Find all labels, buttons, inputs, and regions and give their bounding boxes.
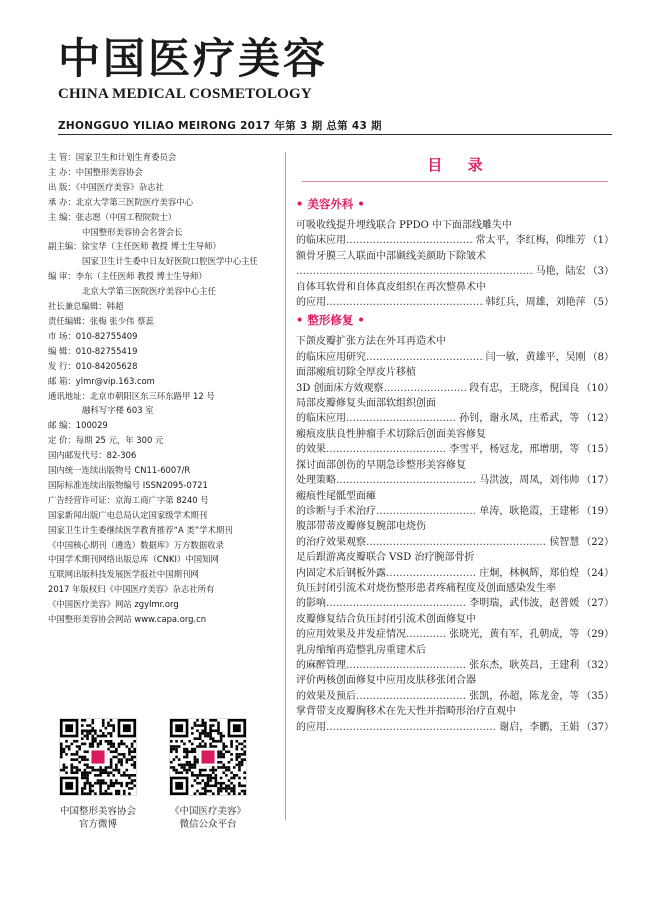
info-line: 国内统一连续出版物号 CN11-6007/R bbox=[48, 465, 191, 476]
toc-entry[interactable] bbox=[296, 704, 614, 735]
toc-title-rule bbox=[302, 181, 608, 182]
toc-entry-title: 探讨面部创伤的早期急诊整形美容修复 bbox=[296, 459, 466, 471]
toc-entry[interactable] bbox=[296, 334, 614, 365]
toc-entry-authors: 侯智慧 bbox=[549, 536, 580, 548]
info-line: 国家卫生计生委中日友好医院口腔医学中心主任 bbox=[82, 256, 258, 267]
wechat-qr-block bbox=[168, 718, 248, 831]
toc-entry[interactable] bbox=[296, 581, 614, 612]
toc-entry[interactable] bbox=[296, 249, 614, 280]
toc-entry-title: 瘢痕皮肤良性肿瘤手术切除后创面美容修复 bbox=[296, 428, 486, 440]
info-line: 定 价：每期 25 元，年 300 元 bbox=[48, 435, 164, 446]
toc-entry-authors: 马艳，陆宏 bbox=[535, 266, 586, 278]
toc-entry-authors: 张凯，孙超，陈龙金，等 bbox=[469, 690, 580, 702]
weibo-qr-caption-line1: 中国整形美容协会 bbox=[59, 806, 136, 817]
toc-entry-page: （10） bbox=[581, 382, 614, 394]
toc-entry[interactable] bbox=[296, 489, 614, 520]
toc-entry[interactable] bbox=[296, 550, 614, 581]
toc-section-heading: • 美容外科 • bbox=[296, 197, 365, 211]
toc-entry-title: 面部瘢痕切除全厚皮片移植 bbox=[296, 367, 416, 379]
toc-entry-title-cont: 的应用 bbox=[296, 297, 326, 309]
info-line: 主 编：张志愿（中国工程院院士） bbox=[48, 211, 177, 222]
toc-leader-dots bbox=[336, 473, 477, 488]
info-line: 编 审：李东（主任医师 教授 博士生导师） bbox=[48, 271, 207, 282]
toc-leader-dots bbox=[406, 627, 447, 642]
header-rule bbox=[58, 134, 612, 135]
toc-title: 目 录 bbox=[427, 156, 493, 174]
toc-leader-dots bbox=[326, 720, 497, 735]
toc-entry-title: 可吸收线提升埋线联合 PPDO 中下面部线雕失中 bbox=[296, 220, 513, 231]
info-line: 《中国核心期刊（遴选）数据库》万方数据收录 bbox=[48, 539, 224, 550]
toc-entry-page: （8） bbox=[587, 351, 614, 363]
toc-entry-title-cont: 的影响 bbox=[296, 598, 326, 610]
info-line: 发 行：010-84205628 bbox=[48, 360, 138, 371]
toc-entry-page: （27） bbox=[581, 598, 614, 610]
toc-entry[interactable] bbox=[296, 427, 614, 458]
info-line: 国家新闻出版广电总局认定国家级学术期刊 bbox=[48, 509, 208, 520]
toc-entry-authors: 常太平，李红梅，仰维芳 bbox=[475, 235, 586, 247]
info-line: 通讯地址：北京市朝阳区东三环东路甲 12 号 bbox=[48, 390, 215, 401]
info-line: 广告经营许可证：京海工商广字第 8240 号 bbox=[48, 494, 209, 505]
toc-entry-page: （19） bbox=[581, 505, 614, 517]
toc-entry-title-cont: 的临床应用 bbox=[296, 235, 346, 247]
toc-leader-dots bbox=[326, 295, 484, 310]
info-line: 国内邮发代号：82-306 bbox=[48, 450, 137, 461]
info-line: 副主编：徐宝华（主任医师 教授 博士生导师） bbox=[48, 241, 221, 252]
info-line: 出 版：《中国医疗美容》杂志社 bbox=[48, 181, 164, 192]
toc-leader-dots bbox=[346, 411, 457, 426]
info-line: 社长兼总编辑：韩超 bbox=[48, 301, 124, 312]
toc-entry-title-cont: 的临床应用 bbox=[296, 413, 346, 425]
toc-entry-page: （15） bbox=[581, 444, 614, 456]
journal-title-en: CHINA MEDICAL COSMETOLOGY bbox=[58, 86, 312, 102]
toc-entry-authors: 马洪波，周凤，刘伟帅 bbox=[479, 475, 580, 487]
issue-line: ZHONGGUO YILIAO MEIRONG 2017 年第 3 期 总第 43 期 bbox=[58, 120, 382, 132]
toc-section-heading: • 整形修复 • bbox=[296, 313, 365, 328]
toc-entry-authors: 李雪平，杨冠龙，邢增朋，等 bbox=[449, 444, 580, 456]
toc-entry[interactable] bbox=[296, 643, 614, 674]
info-line: 互联网出版科技发展医学报社中国期刊网 bbox=[48, 569, 199, 580]
toc-entry-page: （3） bbox=[587, 266, 614, 278]
toc-entry[interactable] bbox=[296, 519, 614, 550]
info-line: 国际标准连续出版物编号 ISSN2095-0721 bbox=[48, 479, 208, 490]
toc-leader-dots bbox=[346, 233, 474, 248]
toc-entry-authors: 谢启，李鹏，王娟 bbox=[499, 721, 580, 733]
toc-entry-page: （22） bbox=[581, 536, 614, 548]
toc-entry[interactable] bbox=[296, 612, 614, 643]
toc-entry[interactable] bbox=[296, 365, 614, 396]
toc-entry-title-cont: 的麻醉管理 bbox=[296, 659, 346, 671]
info-line: 编 辑：010-82755419 bbox=[48, 345, 138, 356]
toc-leader-dots bbox=[326, 442, 447, 457]
toc-entry-authors: 段有忠，王晓彦，倪国良 bbox=[469, 382, 580, 394]
toc-entry-page: （29） bbox=[581, 629, 614, 641]
toc-leader-dots bbox=[366, 535, 547, 550]
toc-leader-dots bbox=[326, 596, 467, 611]
wechat-qr-code-icon bbox=[169, 718, 247, 796]
toc-entry-title: 评价两核创面修复中应用皮肤移张闭合器 bbox=[296, 675, 476, 687]
toc-entry-page: （35） bbox=[581, 690, 614, 702]
info-line: 邮 箱：ylmr@vip.163.com bbox=[48, 375, 155, 386]
toc-entry-title: 皮瓣修复结合负压封闭引流术创面修复中 bbox=[296, 613, 476, 625]
toc-entry[interactable] bbox=[296, 673, 614, 704]
info-line: 承 办：北京大学第三医院医疗美容中心 bbox=[48, 196, 194, 207]
toc-entry-page: （12） bbox=[581, 413, 614, 425]
toc-entry-title-cont: 处理策略 bbox=[296, 475, 336, 487]
info-line: 主 办：中国整形美容协会 bbox=[48, 166, 143, 177]
toc-leader-dots bbox=[356, 689, 467, 704]
toc-entry-title: 负压封闭引流术对烧伤整形患者疼痛程度及创面感染发生率 bbox=[296, 582, 556, 594]
info-line: 2017 年版权归《中国医疗美容》杂志社所有 bbox=[48, 584, 215, 595]
toc-entry-title-cont: 的效果 bbox=[296, 444, 326, 456]
info-line: 《中国医疗美容》网站 zgylmr.org bbox=[48, 599, 179, 610]
toc-entry-title: 额骨牙膜三人联面中部颞线美颜助下除皱术 bbox=[296, 250, 486, 262]
weibo-qr-block bbox=[58, 718, 138, 831]
toc-entry-authors: 庄炯，林枫辉，郑伯煌 bbox=[479, 567, 580, 579]
publication-info bbox=[48, 150, 278, 627]
toc-leader-dots bbox=[346, 658, 467, 673]
column-divider bbox=[285, 152, 286, 820]
toc-entry-title: 下颌皮瓣扩张方法在外耳再造术中 bbox=[296, 336, 446, 348]
weibo-qr-code-icon bbox=[59, 718, 137, 796]
toc-entry[interactable] bbox=[296, 396, 614, 427]
wechat-qr-caption-line2: 微信公众平台 bbox=[179, 819, 237, 830]
info-line: 国家卫生计生委继续医学教育推荐“A 类”学术期刊 bbox=[48, 524, 233, 535]
toc-entry-authors: 闫一敏，黄雄平，吴刚 bbox=[485, 351, 586, 363]
journal-title-cn: 中国医疗美容 bbox=[58, 34, 329, 83]
toc-entry-title: 瘢痕性尾骶型面瘫 bbox=[296, 490, 376, 502]
toc-entry-title: 自体耳软骨和自体真皮组织在再次整鼻术中 bbox=[296, 281, 486, 293]
toc-entry-title-cont: 的应用 bbox=[296, 721, 326, 733]
toc-entry-title: 足后跟游离皮瓣联合 VSD 治疗腕部骨折 bbox=[296, 552, 475, 564]
toc-entry-page: （24） bbox=[581, 567, 614, 579]
toc-entry-title-cont: 内固定术后钢板外露 bbox=[296, 567, 386, 579]
toc-entry-authors: 韩红兵，周雄，刘艳萍 bbox=[485, 297, 586, 309]
toc-entry-page: （17） bbox=[581, 475, 614, 487]
toc-entry-authors: 单涛，耿艳霞，王建彬 bbox=[479, 505, 580, 517]
toc-leader-dots bbox=[386, 566, 477, 581]
toc-entry-title-cont: 的临床应用研究 bbox=[296, 351, 366, 363]
info-line: 中国整形美容协会网站 www.capa.org.cn bbox=[48, 614, 207, 625]
toc-entry-page: （5） bbox=[587, 297, 614, 309]
toc-entry[interactable] bbox=[296, 280, 614, 311]
toc-leader-dots bbox=[366, 350, 484, 365]
info-line: 邮 编：100029 bbox=[48, 420, 108, 431]
toc-entry-title: 乳房缩缩再造整乳房重建术后 bbox=[296, 644, 426, 656]
info-line: 中国学术期刊网络出版总库（CNKI）中国知网 bbox=[48, 554, 219, 565]
toc-entry-title-cont: 的效果及预后 bbox=[296, 690, 356, 702]
info-line: 北京大学第三医院医疗美容中心主任 bbox=[82, 286, 216, 297]
weibo-qr-caption-line2: 官方微博 bbox=[78, 819, 117, 830]
toc-entry-title-cont: 的治疗效果观察 bbox=[296, 536, 366, 548]
toc-entry-authors: 张晓光，黄有军，孔朝成，等 bbox=[449, 629, 580, 641]
toc-entry-title-cont: 的应用效果及并发症情况 bbox=[296, 629, 406, 641]
toc-leader-dots bbox=[384, 381, 468, 396]
toc-entry-page: （32） bbox=[581, 659, 614, 671]
toc-entry-authors: 张东杰，耿英昌，王建利 bbox=[469, 659, 580, 671]
toc-entry-authors: 李明瑞，武伟波，赵普媛 bbox=[469, 598, 580, 610]
table-of-contents bbox=[296, 150, 614, 735]
toc-entry-authors: 孙钊，谢永凤，庄希武，等 bbox=[459, 413, 580, 425]
info-line: 市 场：010-82755409 bbox=[48, 330, 138, 341]
info-line: 中国整形美容协会名誉会长 bbox=[82, 226, 183, 237]
toc-entry-title: 局部皮瓣修复头面部软组织创面 bbox=[296, 398, 436, 410]
toc-entry-page: （37） bbox=[581, 721, 614, 733]
toc-entry[interactable] bbox=[296, 218, 614, 249]
wechat-qr-caption-line1: 《中国医疗美容》 bbox=[169, 806, 246, 817]
info-line: 融科写字楼 603 室 bbox=[82, 405, 154, 416]
toc-leader-dots bbox=[296, 264, 534, 279]
toc-entry-page: （1） bbox=[587, 235, 614, 247]
info-line: 责任编辑：张梅 张少伟 蔡蕊 bbox=[48, 315, 154, 326]
toc-entry-title-cont: 的诊断与手术治疗 bbox=[296, 505, 376, 517]
toc-leader-dots bbox=[376, 504, 477, 519]
toc-entry-title-cont: 3D 创面床方效观察 bbox=[296, 382, 384, 394]
toc-entry-title: 掌背带支皮瓣胸移术在先天性并指畸形治疗直观中 bbox=[296, 706, 516, 718]
info-line: 主 管：国家卫生和计划生育委员会 bbox=[48, 152, 177, 162]
toc-entry-title: 腹部带蒂皮瓣修复腕部电烧伤 bbox=[296, 521, 426, 533]
toc-entry[interactable] bbox=[296, 458, 614, 489]
